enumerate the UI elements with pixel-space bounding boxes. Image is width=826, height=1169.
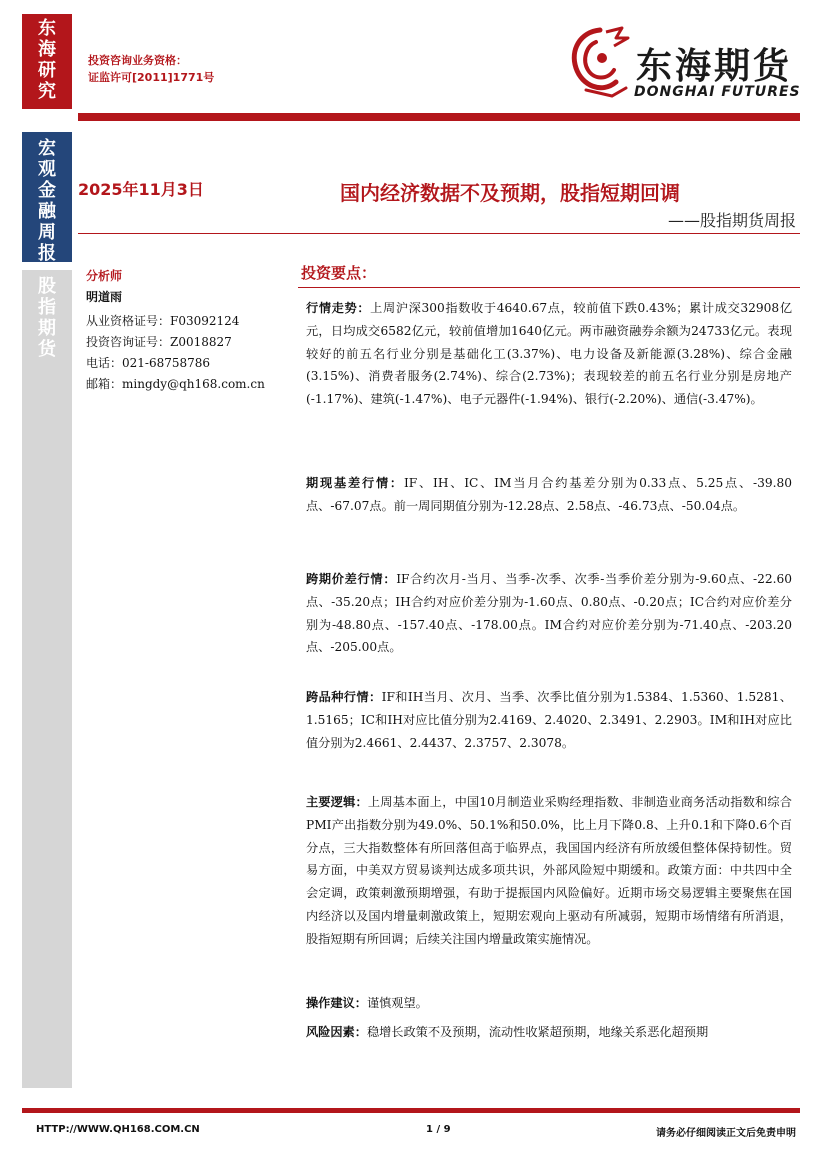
license-info	[88, 52, 214, 86]
product-tag-char: 指	[38, 297, 56, 318]
basis-text: IF、IH、IC、IM当月合约基差分别为0.33点、5.25点、-39.80点、-67.07点。前一周同期值分别为-12.28点、2.58点、-46.73点、-50.04点。	[306, 476, 793, 513]
category-tag-char: 周	[38, 222, 56, 243]
spread-text: IF合约次月-当月、当季-次季、次季-当季价差分别为-9.60点、-22.60点、-35.20点；IH合约对应价差分别为-1.60点、0.80点、-0.20点；IC合约对应价差分别为-48.80点、-157.40点、-178.00点。IM合约对应价差分别为-71.40点、-203.20点、-205.00点。	[306, 572, 793, 655]
product-tag-char: 股	[38, 276, 56, 297]
report-title: 国内经济数据不及预期，股指短期回调	[340, 181, 680, 205]
advice-key: 操作建议：	[306, 996, 367, 1010]
advice-text: 谨慎观望。	[366, 996, 428, 1010]
analyst-name: 明道雨	[86, 290, 123, 304]
footer-divider	[22, 1108, 800, 1113]
header-divider	[78, 113, 800, 121]
page-number: 1 / 9	[426, 1124, 451, 1135]
firm-tag-char: 研	[38, 60, 56, 81]
analyst-info	[86, 266, 265, 395]
logo-english-name: DONGHAI FUTURES	[634, 84, 801, 100]
main-logic-key: 主要逻辑：	[306, 795, 368, 809]
firm-tag-char: 究	[38, 81, 56, 102]
product-tag-char: 期	[38, 318, 56, 339]
category-tag	[22, 132, 72, 262]
report-date: 2025年11月3日	[78, 180, 204, 199]
category-tag-char: 融	[38, 201, 56, 222]
dragon-emblem-icon	[566, 24, 634, 104]
license-line-2: 证监许可[2011]1771号	[88, 71, 215, 84]
risk-paragraph	[306, 1021, 792, 1044]
license-line-1: 投资咨询业务资格：	[88, 54, 187, 67]
spread-paragraph	[306, 568, 792, 659]
category-tag-char: 金	[38, 180, 56, 201]
risk-key: 风险因素：	[306, 1025, 367, 1039]
cross-variety-key: 跨品种行情：	[306, 690, 382, 704]
section-divider	[298, 287, 800, 288]
basis-paragraph	[306, 472, 792, 518]
product-tag	[22, 270, 72, 1088]
product-tag-char: 货	[38, 339, 56, 360]
main-logic-paragraph	[306, 791, 792, 951]
analyst-email[interactable]: 邮箱：mingdy@qh168.com.cn	[86, 377, 265, 391]
category-tag-char: 宏	[38, 138, 56, 159]
footer-website-link[interactable]: HTTP://WWW.QH168.COM.CN	[36, 1124, 200, 1135]
category-tag-char: 观	[38, 159, 56, 180]
section-heading: 投资要点：	[301, 264, 377, 282]
main-logic-text: 上周基本面上，中国10月制造业采购经理指数、非制造业商务活动指数和综合PMI产出指数分别为49.0%、50.1%和50.0%，比上月下降0.8、上升0.1和下降0.6个百分点，三大指数整体有所回落但高于临界点，我国国内经济有所放缓但整体保持韧性。贸易方面，中美双方贸易谈判达成多项共识，外部风险短中期缓和。政策方面：中共四中全会定调，政策刺激预期增强，有助于提振国内风险偏好。近期市场交易逻辑主要聚焦在国内经济以及国内增量刺激政策上，短期宏观向上驱动有所减弱，短期市场情绪有所消退，股指短期有所回调；后续关注国内增量政策实施情况。	[306, 795, 792, 946]
company-logo	[566, 24, 801, 114]
advice-paragraph	[306, 992, 792, 1015]
analyst-phone: 电话：021-68758786	[86, 356, 211, 370]
cross-variety-paragraph	[306, 686, 792, 754]
category-tag-char: 报	[38, 243, 56, 264]
logo-chinese-name: 东海期货	[636, 45, 793, 87]
analyst-cert-number: 从业资格证号：F03092124	[86, 314, 240, 328]
firm-tag-char: 东	[38, 18, 56, 39]
disclaimer-note: 请务必仔细阅读正文后免责申明	[656, 1128, 796, 1139]
report-subtitle: ——股指期货周报	[667, 211, 796, 230]
basis-key: 期现基差行情：	[306, 476, 404, 490]
market-trend-key: 行情走势：	[306, 301, 371, 315]
market-trend-text: 上周沪深300指数收于4640.67点，较前值下跌0.43%；累计成交32908亿元，日均成交6582亿元，较前值增加1640亿元。两市融资融券余额为24733亿元。表现较好的前五名行业分别是基础化工(3.37%)、电力设备及新能源(3.28%)、综合金融(3.15%)、消费者服务(2.74%)、综合(2.73%)；表现较差的前五名行业分别是房地产(-1.17%)、建筑(-1.47%)、电子元器件(-1.94%)、银行(-2.20%)、通信(-3.47%)。	[306, 301, 793, 407]
analyst-consult-number: 投资咨询证号：Z0018827	[86, 335, 232, 349]
analyst-label: 分析师	[86, 269, 123, 283]
title-divider	[78, 233, 800, 234]
cross-variety-text: IF和IH当月、次月、当季、次季比值分别为1.5384、1.5360、1.5281、1.5165；IC和IH对应比值分别为2.4169、2.4020、2.3491、2.2903。IM和IH对应比值分别为2.4661、2.4437、2.3757、2.3078。	[306, 690, 792, 750]
spread-key: 跨期价差行情：	[306, 572, 397, 586]
risk-text: 稳增长政策不及预期，流动性收紧超预期，地缘关系恶化超预期	[366, 1025, 709, 1039]
firm-tag-char: 海	[38, 39, 56, 60]
firm-tag	[22, 14, 72, 109]
market-trend-paragraph	[306, 297, 792, 411]
